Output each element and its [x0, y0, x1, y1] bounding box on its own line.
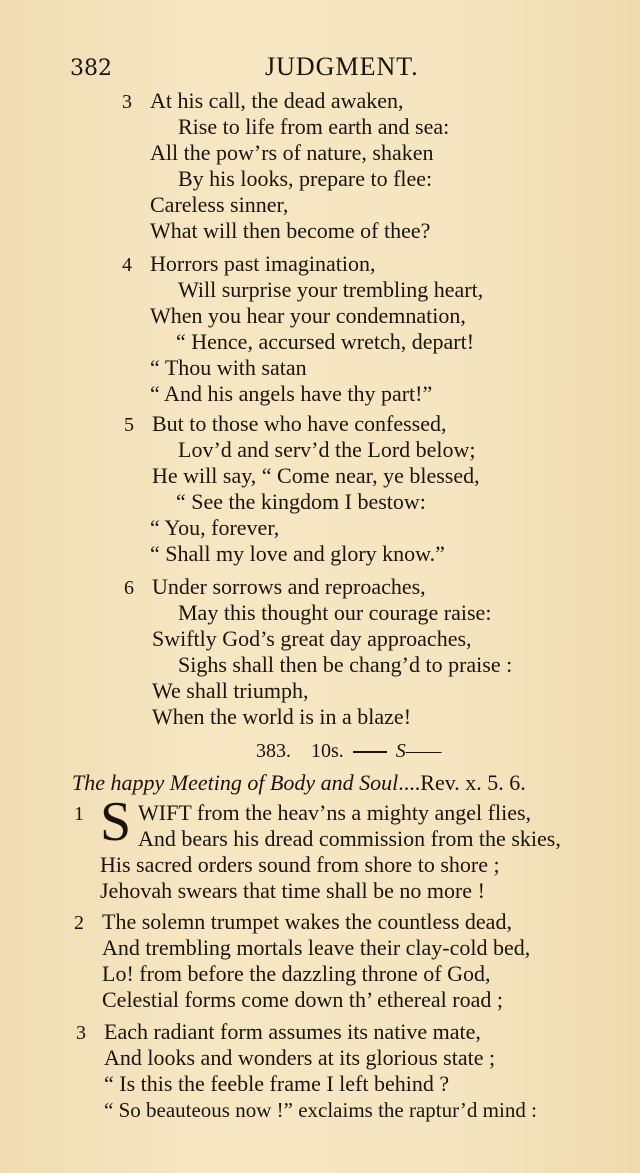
verse-line: When you hear your condemnation, — [150, 303, 466, 328]
verse-line: He will say, “ Come near, ye blessed, — [152, 463, 480, 488]
page-header — [70, 52, 590, 88]
verse-line: Under sorrows and reproaches, — [152, 574, 426, 599]
drop-cap: S — [100, 791, 132, 853]
verse-line: When the world is in a blaze! — [152, 704, 412, 729]
scripture-reference: ....Rev. x. 5. 6. — [398, 770, 526, 795]
running-title: JUDGMENT. — [265, 52, 419, 81]
verse-line: “ And his angels have thy part!” — [150, 381, 433, 406]
hymn-tune: S—— — [395, 740, 442, 762]
verse-line: WIFT from the heav’ns a mighty angel flies, — [138, 800, 532, 825]
page-number: 382 — [70, 56, 112, 81]
verse-number: 3 — [122, 91, 132, 113]
verse-line: His sacred orders sound from shore to shore ; — [100, 852, 500, 877]
verse-line: Celestial forms come down th’ ethereal road ; — [102, 987, 503, 1012]
subtitle-title: The happy Meeting of Body and Soul — [72, 770, 399, 795]
verse-line: “ You, forever, — [150, 515, 280, 540]
verse-line: But to those who have confessed, — [152, 411, 447, 436]
verse-line: Lo! from before the dazzling throne of God, — [102, 961, 491, 986]
verse-line: And bears his dread commission from the skies, — [138, 826, 561, 851]
verse-line: And looks and wonders at its glorious state ; — [104, 1045, 496, 1070]
verse-line: At his call, the dead awaken, — [150, 88, 404, 113]
verse-line: “ Thou with satan — [150, 355, 307, 380]
verse-line: “ Hence, accursed wretch, depart! — [176, 329, 475, 354]
verse-line: Horrors past imagination, — [150, 251, 376, 276]
verse-line: What will then become of thee? — [150, 218, 431, 243]
verse-line: Lov’d and serv’d the Lord below; — [178, 437, 476, 462]
verse-line: The solemn trumpet wakes the countless dead, — [102, 909, 512, 934]
verse-number: 4 — [122, 254, 132, 276]
verse-number: 6 — [124, 577, 134, 599]
verse-line: By his looks, prepare to flee: — [178, 166, 433, 191]
verse-line: “ See the kingdom I bestow: — [176, 489, 426, 514]
verse-line: “ Is this the feeble frame I left behind ? — [104, 1071, 450, 1096]
verse-line: We shall triumph, — [152, 678, 309, 703]
verse-line: And trembling mortals leave their clay-cold bed, — [102, 935, 531, 960]
hymn-subtitle — [72, 770, 526, 796]
verse-line: Swiftly God’s great day approaches, — [152, 626, 472, 651]
hymn-heading — [256, 740, 441, 763]
verse-line: “ So beauteous now !” exclaims the raptur’d mind : — [104, 1098, 537, 1122]
verse-number: 1 — [74, 803, 84, 825]
hymn-meter: 10s. — [311, 740, 344, 762]
verse-line: “ Shall my love and glory know.” — [150, 541, 445, 566]
verse-number: 5 — [124, 414, 134, 436]
verse-number: 2 — [74, 912, 84, 934]
verse-line: Careless sinner, — [150, 192, 289, 217]
verse-line: May this thought our courage raise: — [178, 600, 492, 625]
heading-rule — [353, 751, 387, 753]
hymn-number: 383. — [256, 740, 291, 762]
verse-line: Rise to life from earth and sea: — [178, 114, 450, 139]
verse-line: Each radiant form assumes its native mate, — [104, 1019, 481, 1044]
verse-line: Sighs shall then be chang’d to praise : — [178, 652, 513, 677]
verse-line: All the pow’rs of nature, shaken — [150, 140, 434, 165]
verse-number: 3 — [76, 1022, 86, 1044]
verse-line: Will surprise your trembling heart, — [178, 277, 484, 302]
verse-line: Jehovah swears that time shall be no more ! — [100, 878, 485, 903]
